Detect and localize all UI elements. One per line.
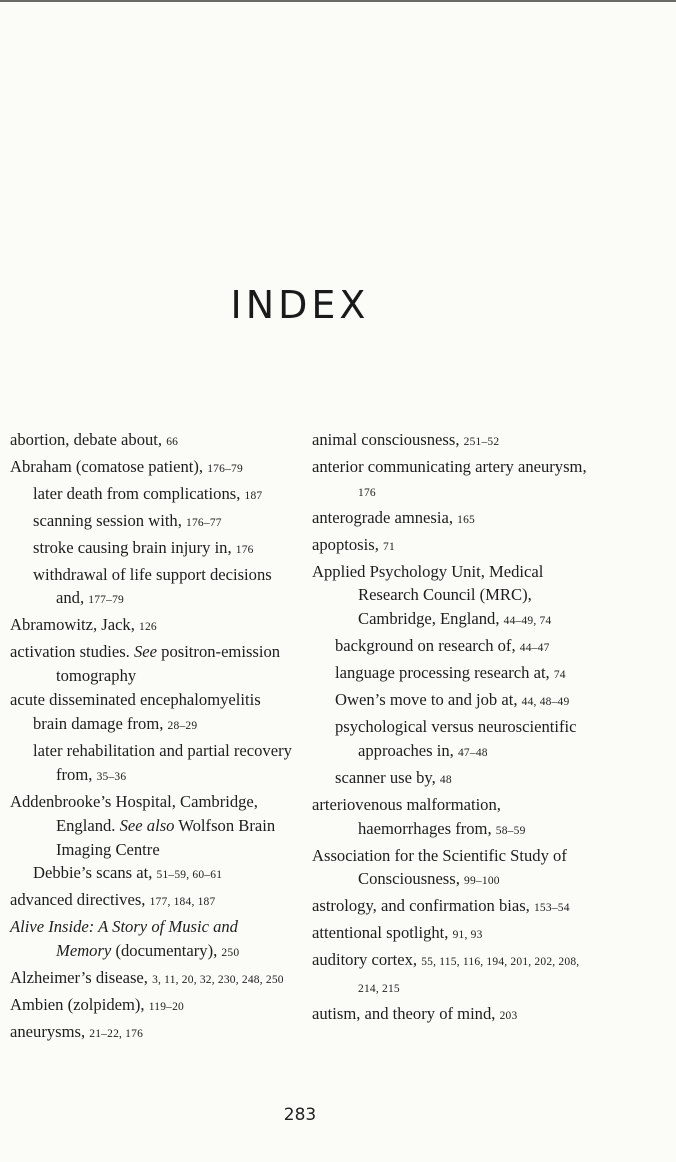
page-refs: 74	[553, 669, 566, 682]
index-subentry	[10, 482, 295, 509]
entry-text: abortion, debate about,	[10, 430, 167, 449]
index-entry	[10, 790, 295, 862]
page-refs: 177, 184, 187	[149, 896, 216, 909]
entry-text: language processing research at,	[335, 663, 554, 683]
index-subentry	[312, 661, 597, 688]
index-entry	[10, 640, 295, 688]
page-refs: 176	[358, 486, 376, 499]
entry-text: scanner use by,	[335, 767, 440, 787]
index-subentry	[10, 712, 295, 739]
italic-title: Alive Inside: A Story of Music and Memory	[10, 917, 238, 961]
page-refs: 28–29	[167, 719, 198, 732]
entry-text: Abramowitz, Jack,	[10, 615, 140, 635]
page-refs: 119–20	[148, 1000, 184, 1013]
index-entry	[312, 455, 597, 506]
entry-text: psychological versus neuroscientific approaches in,	[335, 716, 577, 760]
entry-text: acute disseminated encephalomyelitis	[10, 690, 261, 710]
entry-text: auditory cortex,	[312, 950, 422, 970]
page-refs: 58–59	[495, 824, 526, 837]
index-entry	[312, 844, 597, 895]
entry-text: advanced directives,	[10, 890, 150, 910]
index-entry	[10, 888, 295, 915]
entry-text: withdrawal of life support decisions and,	[33, 564, 272, 608]
page-refs: 66	[166, 436, 179, 448]
entry-text: Debbie’s scans at,	[33, 863, 157, 883]
entry-text: Owen’s move to and job at,	[335, 690, 522, 710]
page-refs: 21–22, 176	[89, 1027, 144, 1040]
page-refs: 203	[499, 1009, 518, 1022]
page-refs: 35–36	[96, 770, 127, 783]
index-entry	[312, 560, 597, 635]
entry-text: anterograde amnesia,	[312, 507, 458, 527]
index-subentry	[312, 688, 597, 715]
entry-text: anterior communicating artery aneurysm,	[312, 456, 587, 476]
page-number: 283	[283, 1105, 317, 1125]
page-refs: 165	[457, 513, 475, 526]
entry-text: stroke causing brain injury in,	[33, 537, 236, 557]
entry-text: brain damage from,	[33, 713, 168, 733]
page-refs: 44, 48–49	[521, 696, 570, 709]
entry-text: Ambien (zolpidem),	[10, 994, 149, 1014]
entry-text: Wolfson Brain Imaging Centre	[56, 815, 276, 859]
entry-text: apoptosis,	[312, 534, 383, 554]
page-refs: 44–49, 74	[503, 615, 552, 628]
index-entry	[10, 613, 295, 640]
page-refs: 51–59, 60–61	[156, 869, 223, 882]
entry-text: scanning session with,	[33, 510, 187, 530]
index-entry	[10, 966, 295, 993]
page-refs: 99–100	[464, 875, 500, 888]
index-subentry	[312, 715, 597, 766]
entry-text: astrology, and confirmation bias,	[312, 896, 534, 916]
page-refs: 48	[439, 773, 452, 786]
page-refs: 176	[235, 543, 254, 556]
index-entry	[10, 428, 295, 455]
index-column-right	[312, 428, 597, 1029]
page-refs: 250	[221, 947, 240, 960]
index-subentry	[10, 563, 295, 614]
page-refs: 71	[383, 540, 395, 553]
index-entry	[312, 793, 597, 844]
page-refs: 55, 115, 116, 194, 201, 202, 208, 214, 215	[358, 956, 580, 996]
entry-text: (documentary),	[111, 941, 222, 961]
page-refs: 187	[244, 489, 263, 502]
index-subentry	[10, 509, 295, 536]
index-entry	[312, 533, 597, 560]
index-entry	[10, 1020, 295, 1047]
page-top-edge	[0, 0, 676, 2]
index-subentry	[312, 766, 597, 793]
entry-text: activation studies.	[10, 642, 134, 662]
page-refs: 91, 93	[452, 929, 483, 942]
entry-text: Applied Psychology Unit, Medical Research Council (MRC), Cambridge, England,	[312, 561, 544, 629]
page-refs: 126	[139, 621, 157, 634]
index-subentry	[312, 634, 597, 661]
index-entry	[10, 688, 295, 712]
entry-text: background on research of,	[335, 636, 520, 656]
entry-text: Association for the Scientific Study of Consciousness,	[312, 845, 567, 889]
entry-text: aneurysms,	[10, 1021, 90, 1041]
index-subentry	[10, 861, 295, 888]
entry-text: Addenbrooke’s Hospital, Cambridge, England.	[10, 791, 258, 835]
index-entry	[312, 894, 597, 921]
entry-text: Abraham (comatose patient),	[10, 456, 208, 476]
entry-text: attentional spotlight,	[312, 923, 453, 943]
index-entry	[312, 1002, 597, 1029]
page-refs: 3, 11, 20, 32, 230, 248, 250	[152, 974, 284, 987]
page-refs: 44–47	[519, 642, 550, 655]
page-refs: 47–48	[457, 746, 488, 759]
index-entry	[10, 993, 295, 1020]
page-refs: 176–79	[207, 462, 243, 475]
entry-text: later rehabilitation and partial recovery from,	[33, 740, 292, 784]
page-refs: 251–52	[463, 436, 500, 448]
index-entry	[312, 428, 597, 455]
entry-text: autism, and theory of mind,	[312, 1003, 500, 1023]
index-entry	[312, 506, 597, 533]
index-subentry	[10, 739, 295, 790]
page-title: INDEX	[230, 283, 370, 328]
page-refs: 177–79	[88, 594, 124, 607]
entry-text: Alzheimer’s disease,	[10, 968, 153, 988]
entry-text: animal consciousness,	[312, 430, 464, 449]
entry-text: later death from complications,	[33, 483, 245, 503]
index-entry	[10, 915, 295, 966]
index-column-left	[10, 428, 295, 1047]
entry-text: arteriovenous malformation, haemorrhages from,	[312, 794, 501, 838]
page-refs: 176–77	[186, 516, 222, 529]
cross-reference: See also	[119, 815, 175, 835]
entry-text: positron-emission tomography	[56, 642, 281, 686]
index-entry	[10, 455, 295, 482]
index-entry	[312, 948, 597, 1002]
page-refs: 153–54	[533, 902, 570, 915]
index-subentry	[10, 536, 295, 563]
index-entry	[312, 921, 597, 948]
cross-reference: See	[133, 642, 157, 662]
